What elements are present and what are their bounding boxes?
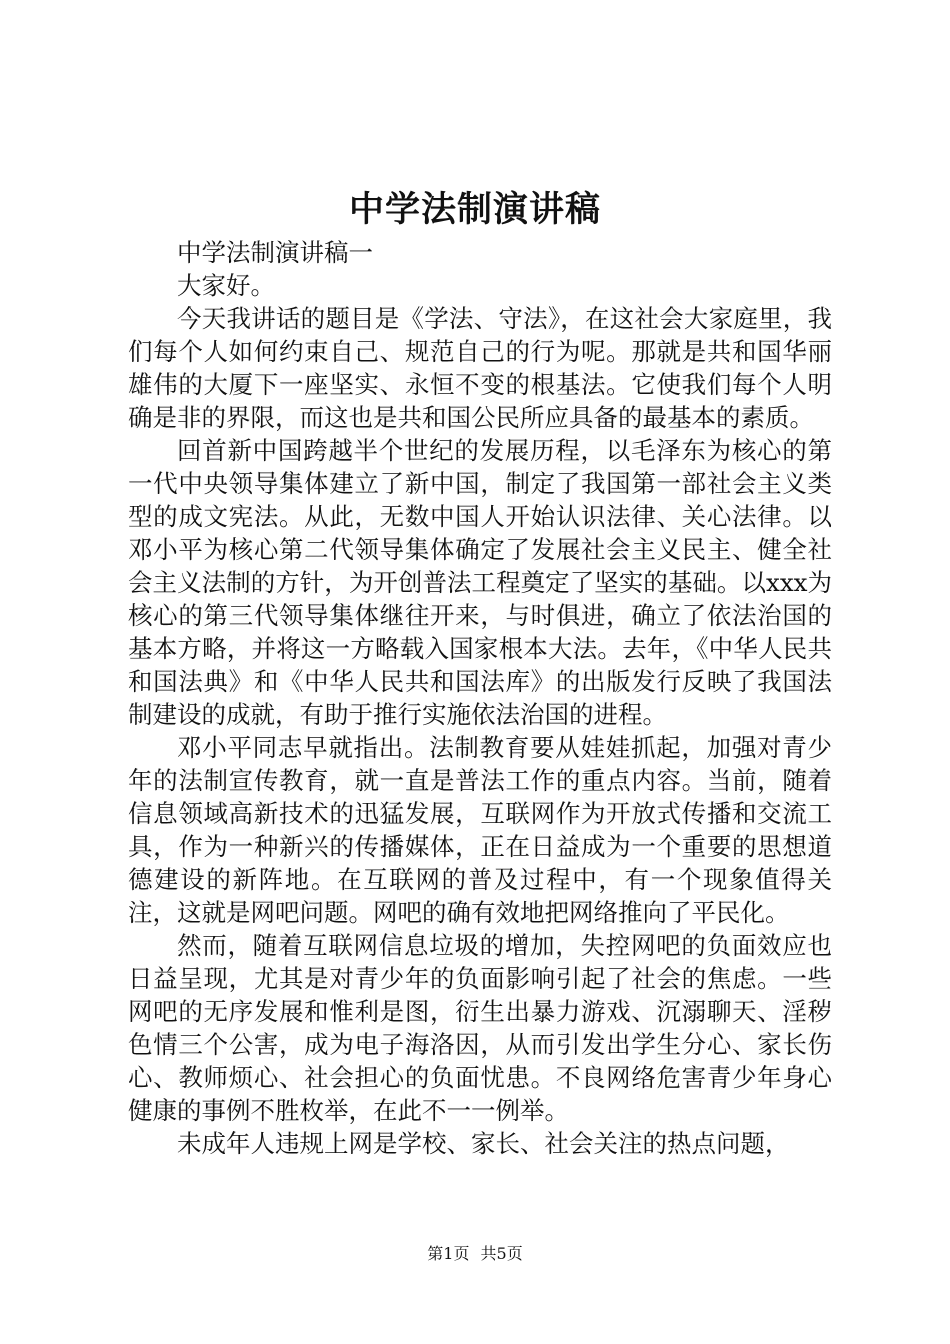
paragraph: 回首新中国跨越半个世纪的发展历程，以毛泽东为核心的第一代中央领导集体建立了新中国，制定了我国第一部社会主义类型的成文宪法。从此，无数中国人开始认识法律、关心法律。以邓小平为核心第二代领导集体确定了发展社会主义民主、健全社会主义法制的方针，为开创普法工程奠定了坚实的基础。以xxx为核心的第三代领导集体继往开来，与时俱进，确立了依法治国的基本方略，并将这一方略载入国家根本大法。去年，《中华人民共和国法典》和《中华人民共和国法库》的出版发行反映了我国法制建设的成就，有助于推行实施依法治国的进程。 (128, 436, 832, 729)
paragraph: 然而，随着互联网信息垃圾的增加，失控网吧的负面效应也日益呈现，尤其是对青少年的负面影响引起了社会的焦虑。一些网吧的无序发展和惟利是图，衍生出暴力游戏、沉溺聊天、淫秽色情三个公害，成为电子海洛因，从而引发出学生分心、家长伤心、教师烦心、社会担心的负面忧患。不良网络危害青少年身心健康的事例不胜枚举，在此不一一例举。 (128, 931, 832, 1125)
paragraph-greeting: 大家好。 (177, 271, 275, 300)
paragraph: 未成年人违规上网是学校、家长、社会关注的热点问题， (177, 1129, 790, 1158)
paragraph-subtitle: 中学法制演讲稿一 (177, 238, 373, 267)
document-body (128, 236, 832, 1160)
page-number: 第1页 (427, 1244, 470, 1263)
paragraph: 邓小平同志早就指出。法制教育要从娃娃抓起，加强对青少年的法制宣传教育，就一直是普法工作的重点内容。当前，随着信息领域高新技术的迅猛发展，互联网作为开放式传播和交流工具，作为一种新兴的传播媒体，正在日益成为一个重要的思想道德建设的新阵地。在互联网的普及过程中，有一个现象值得关注，这就是网吧问题。网吧的确有效地把网络推向了平民化。 (128, 733, 832, 927)
page-footer (0, 1243, 950, 1265)
paragraph: 今天我讲话的题目是《学法、守法》，在这社会大家庭里，我们每个人如何约束自己、规范自己的行为呢。那就是共和国华丽雄伟的大厦下一座坚实、永恒不变的根基法。它使我们每个人明确是非的界限，而这也是共和国公民所应具备的最基本的素质。 (128, 304, 832, 432)
page-total: 共5页 (480, 1244, 523, 1263)
document-title: 中学法制演讲稿 (348, 189, 601, 230)
